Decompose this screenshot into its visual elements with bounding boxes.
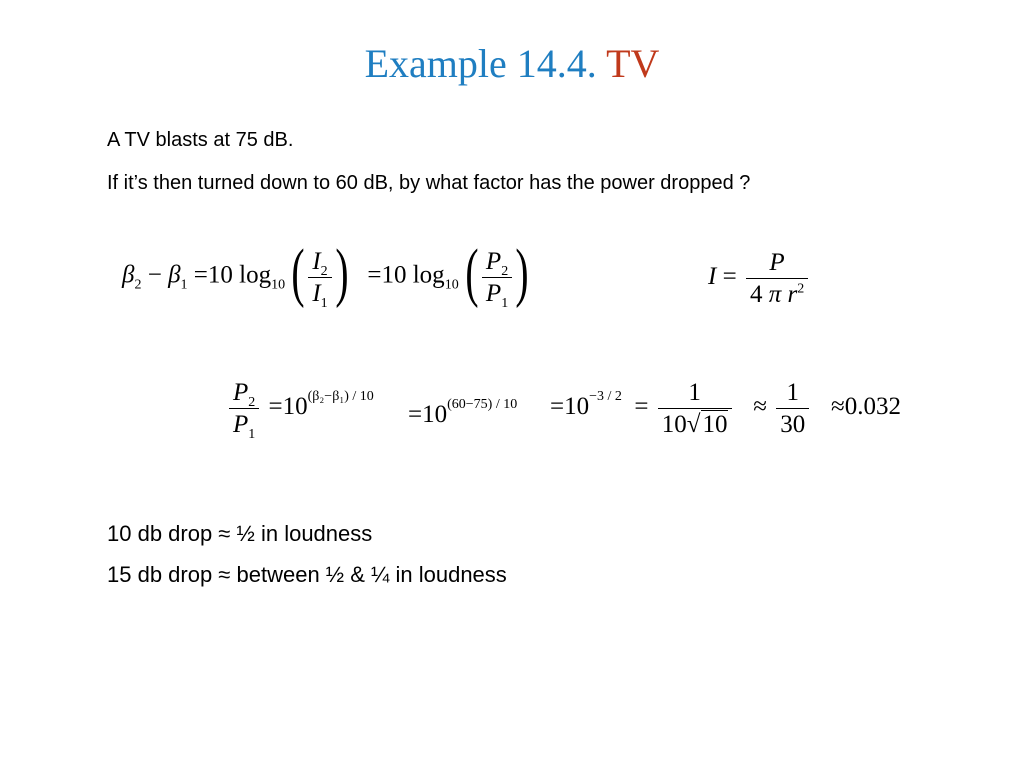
p2-over-p1: $\frac{P_2}{P_1}$ [229, 380, 259, 437]
exponent-beta: (β₂−β₁) / 10 [307, 389, 374, 405]
result-value: 0.032 [844, 393, 901, 421]
intensity-formula: I = $\frac{P}{4 \pi r^2}$ [708, 250, 811, 307]
left-paren: ( [291, 236, 305, 309]
right-paren: ) [515, 236, 529, 309]
loudness-note-1: 10 db drop ≈ ½ in loudness [107, 521, 373, 546]
power-ratio-simplified: $=10^{-3 / 2}$ = $\frac{1}{10√10}$ ≈ $\frac{1}{30}$ ≈0.032 [550, 379, 901, 438]
power-ratio: $\frac{P_2}{P_1}$ [482, 249, 512, 306]
problem-line-1: A TV blasts at 75 dB. [107, 129, 294, 151]
intensity-ratio: $\frac{I_2}{I_1}$ [308, 249, 331, 306]
beta-symbol: β [168, 261, 181, 289]
left-paren: ( [465, 236, 479, 309]
exponent-minus-three-halves: −3 / 2 [589, 389, 622, 405]
slide-title [0, 40, 1024, 87]
problem-line-2: If it’s then turned down to 60 dB, by what factor has the power dropped ? [107, 172, 751, 194]
one-over-thirty: $\frac{1}{30}$ [776, 380, 809, 437]
power-ratio-equation: $\frac{P_2}{P_1}$ $=10^{(\beta_2-\beta_1) / 10}$ [226, 380, 374, 437]
power-ratio-numeric-exponent: $=10^{(60-75) / 10}$ [408, 397, 518, 428]
beta-symbol: β [122, 261, 135, 289]
title-main: Example 14.4. [364, 41, 597, 86]
loudness-note-2: 15 db drop ≈ between ½ & ¼ in loudness [107, 562, 507, 587]
right-paren: ) [335, 236, 349, 309]
exponent-values: (60−75) / 10 [447, 397, 518, 412]
one-over-ten-root-ten: $\frac{1}{10√10}$ [658, 380, 732, 437]
intensity-fraction: $\frac{P}{4 \pi r^2}$ [746, 250, 808, 307]
decibel-difference-equation: $\beta_2 - \beta_1 =10$ $\log_{10}$ ( $\frac{I_2}{I_1}$ ) =10 $\log_{10}$ ( $\frac{P_2}{P_1}$ ) [122, 236, 529, 311]
title-sub: TV [606, 41, 660, 86]
